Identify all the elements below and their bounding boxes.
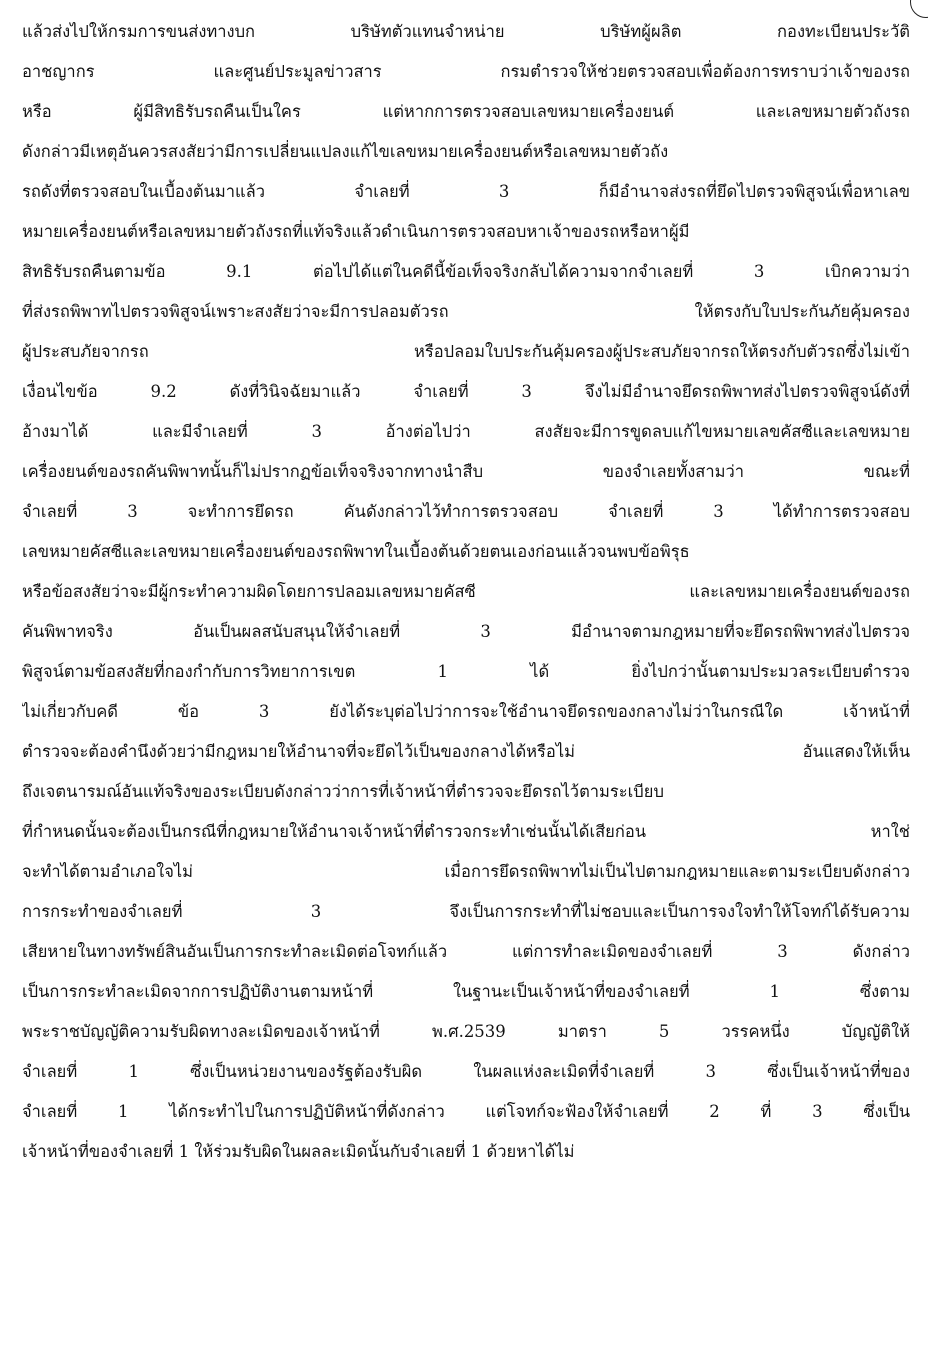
text-line: พิสูจน์ตามข้อสงสัยที่กองกำกับการวิทยาการเขต 1 ได้ ยิ่งไปกว่านั้นตามประมวลระเบียบตำรวจ (22, 662, 910, 681)
text-line: พระราชบัญญัติความรับผิดทางละเมิดของเจ้าหน้าที่ พ.ศ.2539 มาตรา 5 วรรคหนึ่ง บัญญัติให้ (22, 1022, 910, 1041)
text-line: เจ้าหน้าที่ของจำเลยที่ 1 ให้ร่วมรับผิดในผลละเมิดนั้นกับจำเลยที่ 1 ด้วยหาได้ไม่ (22, 1142, 575, 1161)
text-line: สิทธิรับรถคืนตามข้อ 9.1 ต่อไปได้แต่ในคดีนี้ข้อเท็จจริงกลับได้ความจากจำเลยที่ 3 เบิกความว่า (22, 262, 910, 281)
text-line: ที่กำหนดนั้นจะต้องเป็นกรณีที่กฎหมายให้อำนาจเจ้าหน้าที่ตำรวจกระทำเช่นนั้นได้เสียก่อน หาใช่ (22, 822, 910, 841)
text-line: ผู้ประสบภัยจากรถ หรือปลอมใบประกันคุ้มครองผู้ประสบภัยจากรถให้ตรงกับตัวรถซึ่งไม่เข้า (22, 342, 910, 361)
text-line: อาชญากร และศูนย์ประมูลข่าวสาร กรมตำรวจให้ช่วยตรวจสอบเพื่อต้องการทราบว่าเจ้าของรถ (22, 62, 910, 81)
text-line: จำเลยที่ 1 ซึ่งเป็นหน่วยงานของรัฐต้องรับผิด ในผลแห่งละเมิดที่จำเลยที่ 3 ซึ่งเป็นเจ้าหน้าที่ของ (22, 1062, 910, 1081)
text-line: จะทำได้ตามอำเภอใจไม่ เมื่อการยึดรถพิพาทไม่เป็นไปตามกฎหมายและตามระเบียบดังกล่าว (22, 862, 910, 881)
text-line: เงื่อนไขข้อ 9.2 ดังที่วินิจฉัยมาแล้ว จำเลยที่ 3 จึงไม่มีอำนาจยึดรถพิพาทส่งไปตรวจพิสูจน์ดังที่ (22, 382, 910, 401)
text-line: จำเลยที่ 3 จะทำการยึดรถ คันดังกล่าวไว้ทำการตรวจสอบ จำเลยที่ 3 ได้ทำการตรวจสอบ (22, 502, 910, 521)
text-line: เครื่องยนต์ของรถคันพิพาทนั้นก็ไม่ปรากฏข้อเท็จจริงจากทางนำสืบ ของจำเลยทั้งสามว่า ขณะที่ (22, 462, 910, 481)
text-line: เลขหมายคัสซีและเลขหมายเครื่องยนต์ของรถพิพาทในเบื้องต้นด้วยตนเองก่อนแล้วจนพบข้อพิรุธ (22, 542, 690, 561)
text-line: ไม่เกี่ยวกับคดี ข้อ 3 ยังได้ระบุต่อไปว่าการจะใช้อำนาจยึดรถของกลางไม่ว่าในกรณีใด เจ้าหน้าที่ (22, 702, 910, 721)
text-line: แล้วส่งไปให้กรมการขนส่งทางบก บริษัทตัวแทนจำหน่าย บริษัทผู้ผลิต กองทะเบียนประวัติ (22, 22, 910, 41)
text-line: หรือ ผู้มีสิทธิรับรถคืนเป็นใคร แต่หากการตรวจสอบเลขหมายเครื่องยนต์ และเลขหมายตัวถังรถ (22, 102, 910, 121)
text-line: อ้างมาได้ และมีจำเลยที่ 3 อ้างต่อไปว่า สงสัยจะมีการขูดลบแก้ไขหมายเลขคัสซีและเลขหมาย (22, 422, 910, 441)
text-line: คันพิพาทจริง อันเป็นผลสนับสนุนให้จำเลยที่ 3 มีอำนาจตามกฎหมายที่จะยึดรถพิพาทส่งไปตรวจ (22, 622, 910, 641)
text-line: จำเลยที่ 1 ได้กระทำไปในการปฏิบัติหน้าที่ดังกล่าว แต่โจทก์จะฟ้องให้จำเลยที่ 2 ที่ 3 ซึ่งเป็น (22, 1102, 910, 1121)
text-line: เป็นการกระทำละเมิดจากการปฏิบัติงานตามหน้าที่ ในฐานะเป็นเจ้าหน้าที่ของจำเลยที่ 1 ซึ่งตาม (22, 982, 910, 1001)
text-line: เสียหายในทางทรัพย์สินอันเป็นการกระทำละเมิดต่อโจทก์แล้ว แต่การทำละเมิดของจำเลยที่ 3 ดังกล่าว (22, 942, 910, 961)
text-line: ดังกล่าวมีเหตุอันควรสงสัยว่ามีการเปลี่ยนแปลงแก้ไขเลขหมายเครื่องยนต์หรือเลขหมายตัวถัง (22, 142, 669, 161)
text-line: หมายเครื่องยนต์หรือเลขหมายตัวถังรถที่แท้จริงแล้วดำเนินการตรวจสอบหาเจ้าของรถหรือหาผู้มี (22, 222, 690, 241)
document-body-text (22, 12, 910, 1172)
text-line: ที่ส่งรถพิพาทไปตรวจพิสูจน์เพราะสงสัยว่าจะมีการปลอมตัวรถ ให้ตรงกับใบประกันภัยคุ้มครอง (22, 302, 910, 321)
page-corner-circle-mark (910, 0, 928, 18)
text-line: หรือข้อสงสัยว่าจะมีผู้กระทำความผิดโดยการปลอมเลขหมายคัสซี และเลขหมายเครื่องยนต์ของรถ (22, 582, 910, 601)
text-line: การกระทำของจำเลยที่ 3 จึงเป็นการกระทำที่ไม่ชอบและเป็นการจงใจทำให้โจทก์ได้รับความ (22, 902, 910, 921)
text-line: ถึงเจตนารมณ์อันแท้จริงของระเบียบดังกล่าวว่าการที่เจ้าหน้าที่ตำรวจจะยึดรถไว้ตามระเบียบ (22, 782, 664, 801)
text-line: รถดังที่ตรวจสอบในเบื้องต้นมาแล้ว จำเลยที่ 3 ก็มีอำนาจส่งรถที่ยึดไปตรวจพิสูจน์เพื่อหาเลข (22, 182, 910, 201)
text-line: ตำรวจจะต้องคำนึงด้วยว่ามีกฎหมายให้อำนาจที่จะยึดไว้เป็นของกลางได้หรือไม่ อันแสดงให้เห็น (22, 742, 910, 761)
